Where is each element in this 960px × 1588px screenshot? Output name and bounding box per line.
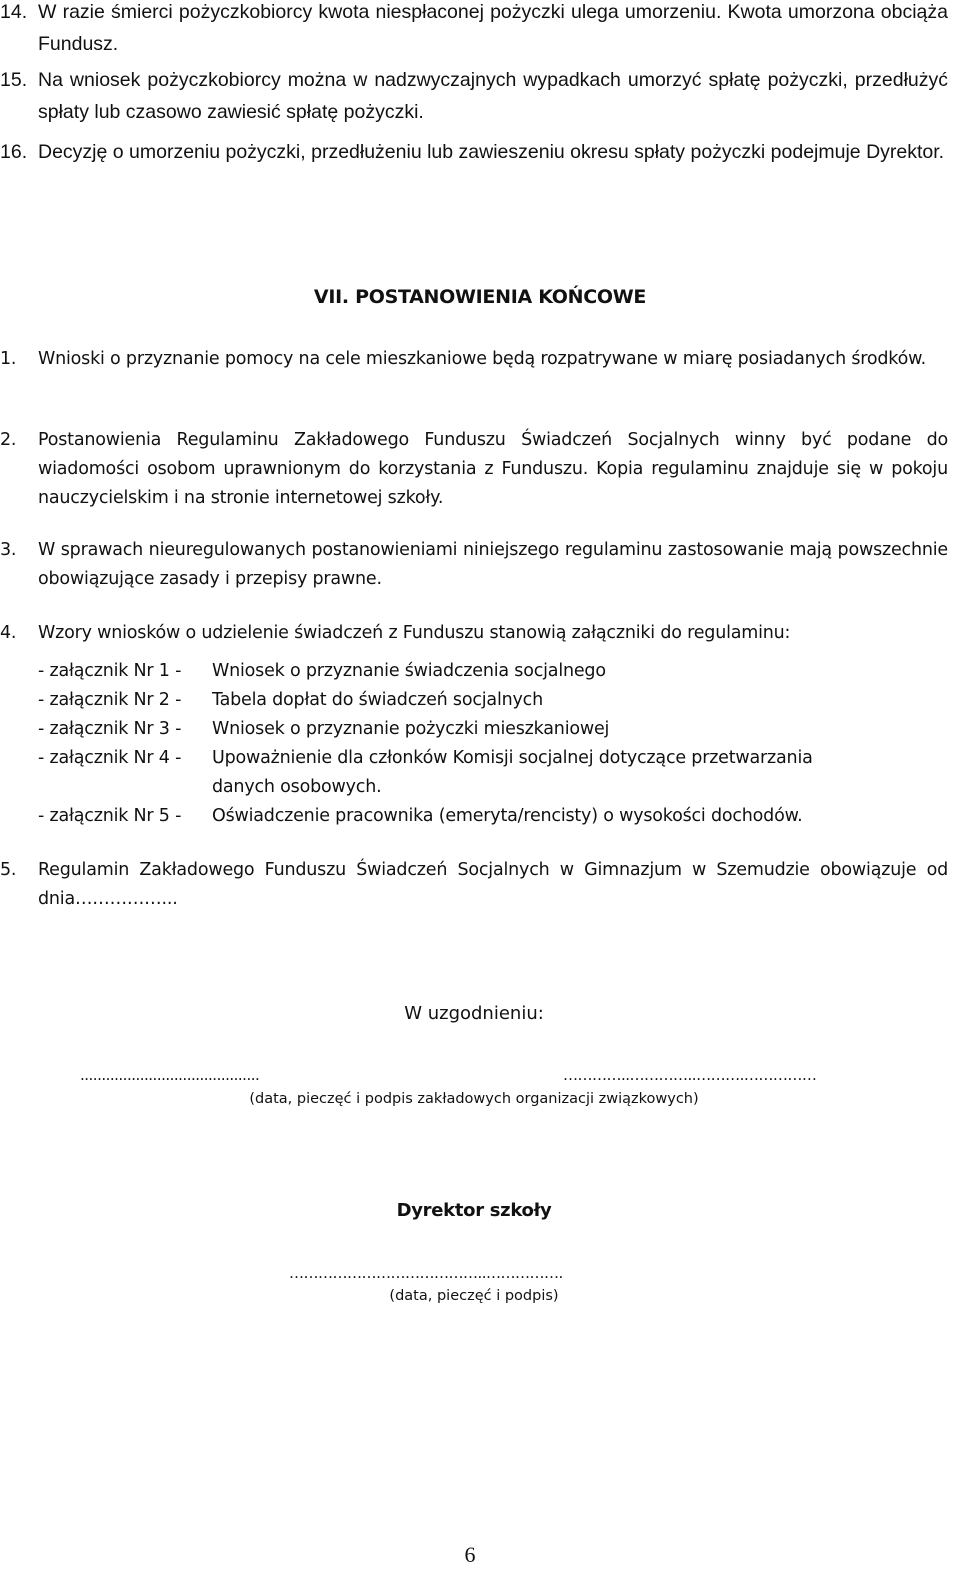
section-heading: VII. POSTANOWIENIA KOŃCOWE bbox=[313, 286, 647, 308]
director-title: Dyrektor szkoły bbox=[396, 1200, 552, 1221]
agreement-title: W uzgodnieniu: bbox=[404, 1003, 544, 1024]
item-number: 16. bbox=[0, 141, 28, 163]
item-text: W razie śmierci pożyczkobiorcy kwota niespłaconej pożyczki ulega umorzeniu. Kwota umorzona obciąża Fundusz. bbox=[38, 1, 948, 55]
signature-line-right: …………..…………..……….…………… bbox=[563, 1066, 817, 1084]
item-number: 2. bbox=[0, 430, 17, 450]
attachment-desc: Wniosek o przyznanie świadczenia socjalnego bbox=[212, 661, 606, 681]
list-item bbox=[0, 136, 948, 168]
attachment-item bbox=[38, 744, 813, 797]
director-signature-line: …………………………………..……………. bbox=[289, 1264, 563, 1282]
item-text: Wzory wniosków o udzielenie świadczeń z Funduszu stanowią załączniki do regulaminu: bbox=[38, 623, 791, 643]
list-item bbox=[0, 0, 948, 60]
item-number: 1. bbox=[0, 349, 17, 369]
attachment-label: - załącznik Nr 3 - bbox=[38, 719, 182, 739]
item-text: Regulamin Zakładowego Funduszu Świadczeń Socjalnych w Gimnazjum w Szemudzie obowiązuje od dnia……………... bbox=[38, 860, 948, 909]
item-text: W sprawach nieuregulowanych postanowieniami niniejszego regulaminu zastosowanie mają powszechnie obowiązujące zasady i przepisy prawne. bbox=[38, 540, 948, 589]
list-item bbox=[0, 619, 948, 648]
director-caption: (data, pieczęć i podpis) bbox=[389, 1288, 559, 1304]
list-item bbox=[0, 345, 948, 374]
item-number: 3. bbox=[0, 540, 17, 560]
attachment-item bbox=[38, 715, 610, 744]
attachment-label: - załącznik Nr 2 - bbox=[38, 690, 182, 710]
item-text: Decyzję o umorzeniu pożyczki, przedłużeniu lub zawieszeniu okresu spłaty pożyczki podejmuje Dyrektor. bbox=[38, 141, 945, 163]
attachment-item bbox=[38, 686, 543, 715]
item-number: 15. bbox=[0, 69, 28, 91]
item-number: 5. bbox=[0, 860, 17, 880]
attachment-desc: Tabela dopłat do świadczeń socjalnych bbox=[212, 690, 543, 710]
item-text: Na wniosek pożyczkobiorcy można w nadzwyczajnych wypadkach umorzyć spłatę pożyczki, przedłużyć spłaty lub czasowo zawiesić spłatę pożyczki. bbox=[38, 69, 948, 123]
agreement-caption: (data, pieczęć i podpis zakładowych organizacji związkowych) bbox=[249, 1091, 699, 1107]
list-item bbox=[0, 856, 948, 914]
item-number: 4. bbox=[0, 623, 17, 643]
attachment-desc-continued: danych osobowych. bbox=[212, 777, 382, 797]
attachment-desc: Upoważnienie dla członków Komisji socjalnej dotyczące przetwarzania bbox=[212, 748, 813, 768]
attachment-label: - załącznik Nr 5 - bbox=[38, 806, 182, 826]
attachment-desc: Oświadczenie pracownika (emeryta/rencisty) o wysokości dochodów. bbox=[212, 806, 803, 826]
item-text: Wnioski o przyznanie pomocy na cele mieszkaniowe będą rozpatrywane w miarę posiadanych środków. bbox=[38, 349, 926, 369]
list-item bbox=[0, 426, 948, 513]
page-number: 6 bbox=[464, 1542, 476, 1567]
attachment-item bbox=[38, 657, 606, 686]
attachment-label: - załącznik Nr 4 - bbox=[38, 748, 182, 768]
attachment-item bbox=[38, 802, 803, 831]
attachment-desc: Wniosek o przyznanie pożyczki mieszkaniowej bbox=[212, 719, 610, 739]
list-item bbox=[0, 64, 948, 128]
item-text: Postanowienia Regulaminu Zakładowego Funduszu Świadczeń Socjalnych winny być podane do wiadomości osobom uprawnionym do korzystania z Funduszu. Kopia regulaminu znajduje się w pokoju nauczycielskim i na stronie internetowej szkoły. bbox=[38, 430, 948, 508]
attachment-label: - załącznik Nr 1 - bbox=[38, 661, 182, 681]
signature-line-left: .......................................... bbox=[80, 1066, 260, 1084]
item-number: 14. bbox=[0, 1, 28, 23]
list-item bbox=[0, 536, 948, 594]
